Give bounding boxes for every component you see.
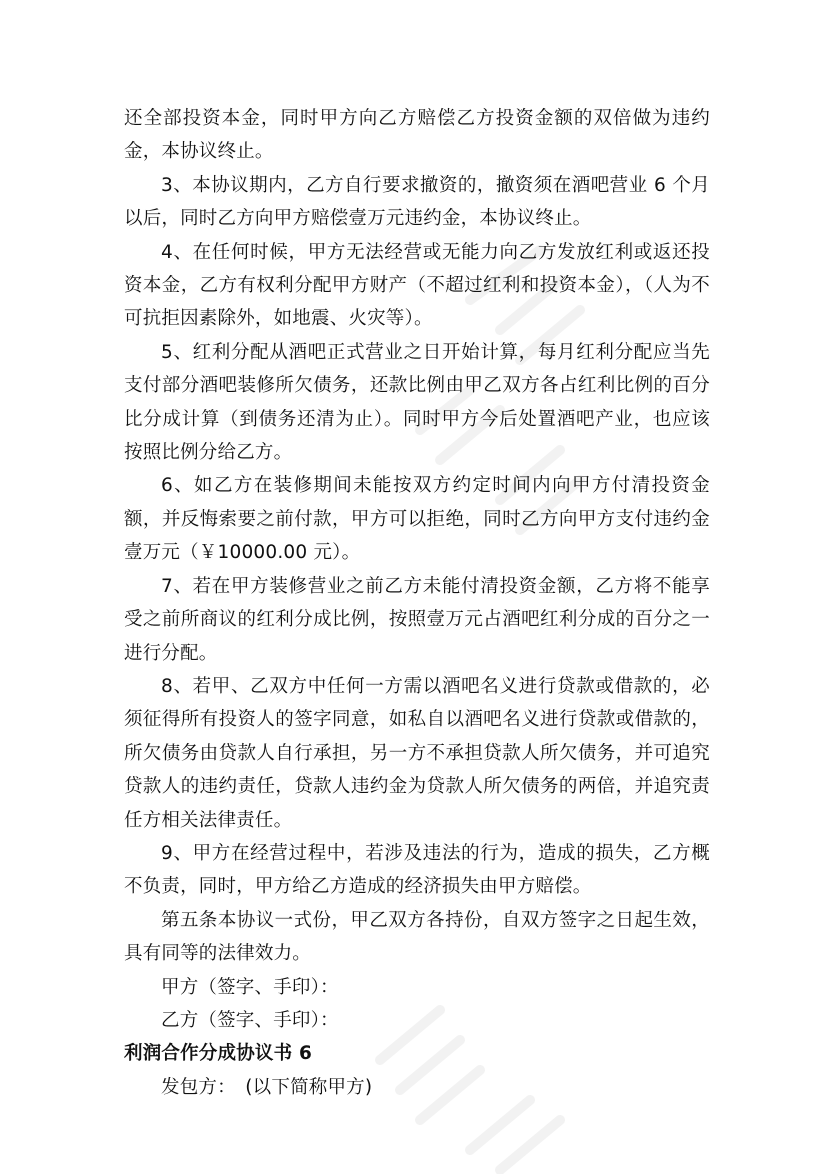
- party-a-signature: 甲方（签字、手印）：: [161, 976, 339, 998]
- clause-6: 6、如乙方在装修期间未能按双方约定时间内向甲方付清投资金额，并反悔索要之前付款，甲方可以拒绝，同时乙方向甲方支付违约金壹万元（￥10000.00 元）。: [124, 475, 710, 564]
- article-5: 第五条本协议一式份，甲乙双方各持份，自双方签字之日起生效，具有同等的法律效力。: [124, 909, 710, 965]
- paragraph-continuation: 还全部投资本金，同时甲方向乙方赔偿乙方投资金额的双倍做为违约金，本协议终止。: [124, 108, 710, 163]
- section-title: 利润合作分成协议书 6: [124, 1043, 313, 1065]
- document-body: [124, 102, 710, 1104]
- clause-8: 8、若甲、乙双方中任何一方需以酒吧名义进行贷款或借款的，必须征得所有投资人的签字同意，如私自以酒吧名义进行贷款或借款的，所欠债务由贷款人自行承担，另一方不承担贷款人所欠债务，并可追究贷款人的违约责任，贷款人违约金为贷款人所欠债务的两倍，并追究责任方相关法律责任。: [124, 675, 710, 831]
- clause-5: 5、红利分配从酒吧正式营业之日开始计算，每月红利分配应当先支付部分酒吧装修所欠债务，还款比例由甲乙双方各占红利比例的百分比分成计算（到债务还清为止）。同时甲方今后处置酒吧产业，也应该按照比例分给乙方。: [124, 341, 710, 464]
- clause-3: 3、本协议期内，乙方自行要求撤资的，撤资须在酒吧营业 6 个月以后，同时乙方向甲方赔偿壹万元违约金，本协议终止。: [124, 174, 710, 230]
- contractor-line: 发包方： (以下简称甲方): [161, 1076, 373, 1098]
- clause-9: 9、甲方在经营过程中，若涉及违法的行为，造成的损失，乙方概不负责，同时，甲方给乙方造成的经济损失由甲方赔偿。: [124, 842, 710, 898]
- clause-7: 7、若在甲方装修营业之前乙方未能付清投资金额，乙方将不能享受之前所商议的红利分成比例，按照壹万元占酒吧红利分成的百分之一进行分配。: [124, 575, 710, 664]
- clause-4: 4、在任何时候，甲方无法经营或无能力向乙方发放红利或返还投资本金，乙方有权利分配甲方财产（不超过红利和投资本金），（人为不可抗拒因素除外，如地震、火灾等）。: [124, 241, 710, 330]
- party-b-signature: 乙方（签字、手印）：: [161, 1009, 339, 1031]
